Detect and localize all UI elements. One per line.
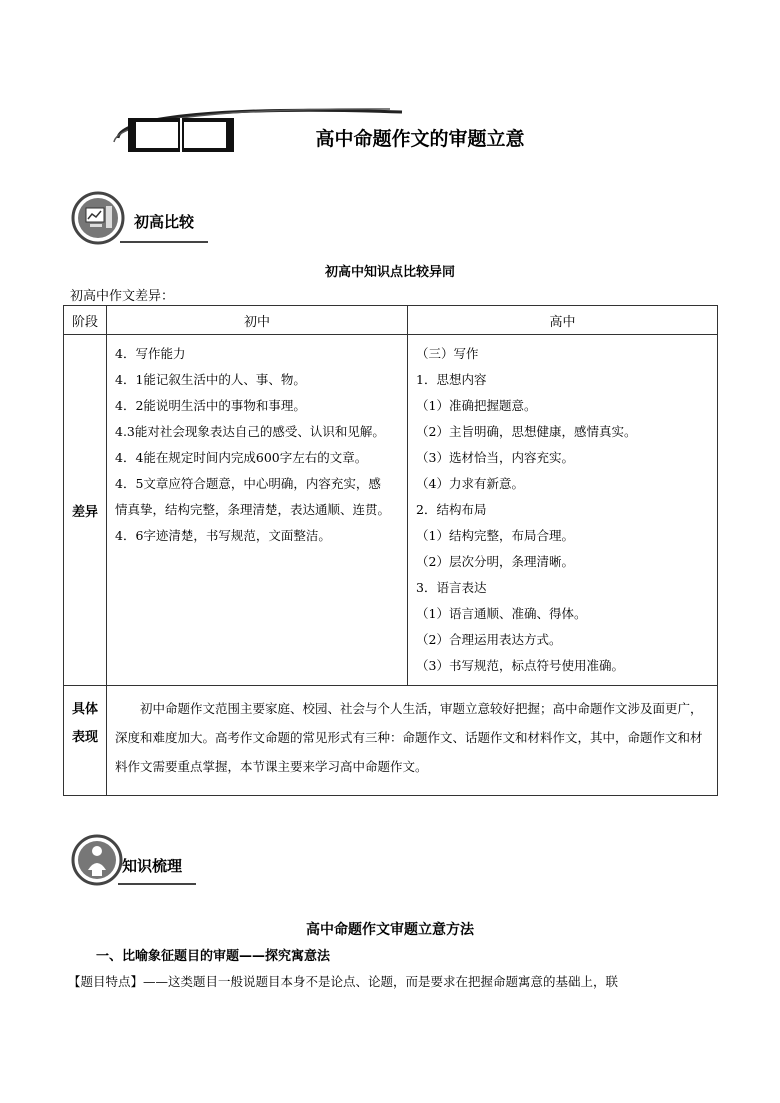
list-item: 4.3能对社会现象表达自己的感受、认识和见解。 — [115, 424, 385, 439]
table-row-diff — [64, 335, 718, 686]
row-label-detail — [64, 686, 107, 796]
method-heading: 高中命题作文审题立意方法 — [306, 922, 474, 938]
comparison-table — [63, 305, 718, 796]
list-item: 4．2能说明生活中的事物和事理。 — [115, 398, 306, 413]
list-item: 4．写作能力 — [115, 346, 186, 361]
list-item: 4．1能记叙生活中的人、事、物。 — [115, 372, 306, 387]
list-item: 4．5文章应符合题意，中心明确，内容充实，感 — [115, 476, 381, 491]
comparison-note: 初高中作文差异： — [70, 289, 175, 304]
header-junior: 初中 — [107, 306, 408, 335]
header-senior: 高中 — [408, 306, 718, 335]
list-item: （1）语言通顺、准确、得体。 — [416, 606, 587, 621]
page-title: 高中命题作文的审题立意 — [315, 128, 525, 150]
senior-list — [408, 335, 718, 686]
row-label-detail-2: 表现 — [71, 730, 98, 745]
list-item: （三）写作 — [416, 346, 479, 361]
section-label-compare: 初高比较 — [134, 213, 195, 231]
list-item: （1）结构完整，布局合理。 — [416, 528, 574, 543]
list-item: 4．4能在规定时间内完成600字左右的文章。 — [115, 450, 368, 465]
header-stage: 阶段 — [64, 306, 107, 335]
list-item: 情真挚，结构完整，条理清楚，表达通顺、连贯。 — [115, 502, 391, 517]
list-item: （2）层次分明，条理清晰。 — [416, 554, 574, 569]
table-header-row — [64, 306, 718, 335]
list-item: 2．结构布局 — [416, 502, 487, 517]
method-subheading: 一、比喻象征题目的审题——探究寓意法 — [96, 949, 331, 964]
detail-text: 初中命题作文范围主要家庭、校园、社会与个人生活，审题立意较好把握；高中命题作文涉及面更广，深度和难度加大。高考作文命题的常见形式有三种：命题作文、话题作文和材料作文，其中，命题作文和材料作文需要重点掌握，本节课主要来学习高中命题作文。 — [107, 686, 718, 796]
list-item: （2）主旨明确，思想健康，感情真实。 — [416, 424, 637, 439]
method-paragraph: 【题目特点】——这类题目一般说题目本身不是论点、论题，而是要求在把握命题寓意的基础上，联 — [68, 974, 619, 989]
list-item: （4）力求有新意。 — [416, 476, 524, 491]
row-label-detail-1: 具体 — [71, 702, 98, 717]
comparison-heading: 初高中知识点比较异同 — [324, 265, 455, 280]
list-item: 4．6字迹清楚，书写规范，文面整洁。 — [115, 528, 331, 543]
list-item: （3）选材恰当，内容充实。 — [416, 450, 574, 465]
list-item: （1）准确把握题意。 — [416, 398, 537, 413]
list-item: （3）书写规范，标点符号使用准确。 — [416, 658, 624, 673]
junior-list — [107, 335, 408, 686]
row-label-diff: 差异 — [64, 335, 107, 686]
section-label-knowledge: 知识梳理 — [122, 857, 183, 875]
list-item: （2）合理运用表达方式。 — [416, 632, 562, 647]
list-item: 3．语言表达 — [416, 580, 487, 595]
table-row-detail — [64, 686, 718, 796]
list-item: 1．思想内容 — [416, 372, 487, 387]
